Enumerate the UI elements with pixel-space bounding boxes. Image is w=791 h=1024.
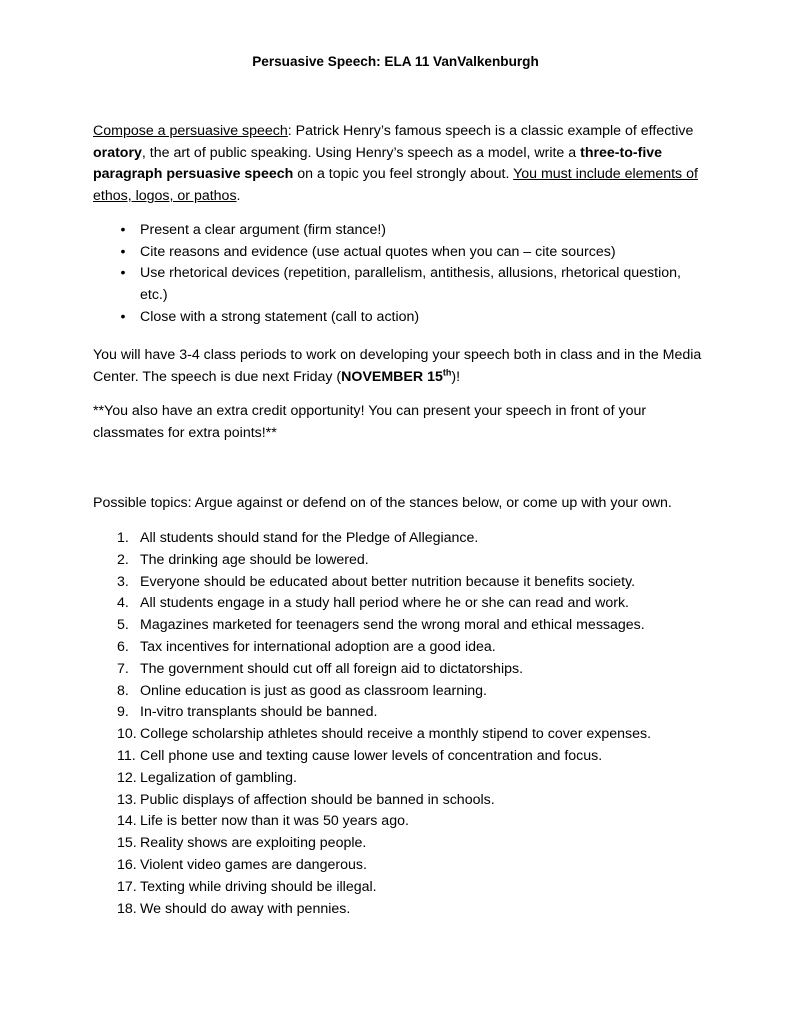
list-item [93, 855, 703, 877]
intro-bold-oratory: oratory [93, 144, 142, 161]
list-item-text: Tax incentives for international adoption are a good idea. [140, 638, 496, 655]
schedule-close: )! [451, 368, 461, 385]
item-number: 2. [117, 551, 129, 568]
topics-intro: Possible topics: Argue against or defend on of the stances below, or come up with your own. [93, 495, 672, 511]
intro-requirement: You must include elements of ethos, logos, or pathos [93, 166, 698, 205]
intro-bold-length: three-to-five paragraph persuasive speech [93, 144, 663, 183]
intro-lead: Compose a persuasive speech [93, 123, 288, 139]
list-item-text: Present a clear argument (firm stance!) [140, 222, 387, 238]
bullet-icon: • [120, 222, 126, 238]
list-item [93, 877, 703, 899]
item-number: 13. [117, 791, 137, 808]
list-item-text: The government should cut off all foreign aid to dictatorships. [140, 660, 524, 677]
list-item [93, 220, 703, 242]
list-item-text: Texting while driving should be illegal. [140, 878, 377, 895]
list-item [93, 637, 703, 659]
schedule-text: You will have 3-4 class periods to work on developing your speech both in class and in the Media Center. The speech is due next Friday ( [93, 347, 702, 385]
list-item [93, 790, 703, 812]
list-item-text: Public displays of affection should be banned in schools. [140, 791, 495, 808]
list-item-text: The drinking age should be lowered. [140, 551, 369, 568]
list-item-text: Everyone should be educated about better nutrition because it benefits society. [140, 573, 636, 590]
list-item [93, 307, 703, 329]
item-number: 17. [117, 878, 137, 895]
list-item-text: All students engage in a study hall period where he or she can read and work. [140, 595, 629, 612]
item-number: 14. [117, 813, 137, 830]
list-item [93, 899, 703, 921]
list-item-text: All students should stand for the Pledge of Allegiance. [140, 530, 479, 546]
due-date-suffix: th [442, 366, 452, 377]
list-item-text: Violent video games are dangerous. [140, 856, 367, 873]
list-item-text: Cell phone use and texting cause lower levels of concentration and focus. [140, 747, 603, 764]
list-item [93, 659, 703, 681]
schedule-paragraph [93, 345, 703, 388]
list-item [93, 702, 703, 724]
requirements-list [93, 220, 703, 329]
item-number: 8. [117, 682, 129, 699]
intro-text-1: : Patrick Henry’s famous speech is a classic example of effective [287, 123, 694, 139]
list-item [93, 811, 703, 833]
list-item-text: Reality shows are exploiting people. [140, 835, 367, 852]
item-number: 4. [117, 595, 129, 612]
list-item-text: College scholarship athletes should receive a monthly stipend to cover expenses. [140, 726, 652, 743]
list-item [93, 593, 703, 615]
item-number: 6. [117, 638, 129, 655]
list-item [93, 833, 703, 855]
list-item [93, 572, 703, 594]
list-item-text: Close with a strong statement (call to action) [140, 308, 420, 325]
item-number: 1. [117, 530, 129, 546]
bullet-icon: • [120, 265, 126, 282]
list-item [93, 615, 703, 637]
list-item [93, 263, 703, 306]
item-number: 16. [117, 856, 137, 873]
item-number: 15. [117, 835, 137, 852]
list-item [93, 681, 703, 703]
list-item [93, 746, 703, 768]
list-item-text: In-vitro transplants should be banned. [140, 704, 378, 721]
list-item-text: Legalization of gambling. [140, 769, 297, 786]
topics-list [93, 528, 703, 920]
list-item [93, 768, 703, 790]
item-number: 11. [117, 747, 136, 764]
item-number: 12. [117, 769, 137, 786]
list-item-text: We should do away with pennies. [140, 900, 351, 917]
due-date: NOVEMBER 15 [341, 368, 443, 385]
list-item [93, 550, 703, 572]
item-number: 7. [117, 660, 129, 677]
item-number: 9. [117, 704, 129, 721]
list-item-text: Magazines marketed for teenagers send the wrong moral and ethical messages. [140, 617, 645, 634]
item-number: 3. [117, 573, 129, 590]
bullet-icon: • [120, 308, 126, 325]
list-item [93, 528, 703, 550]
page-title: Persuasive Speech: ELA 11 VanValkenburgh [252, 54, 539, 69]
intro-text-3: on a topic you feel strongly about. [293, 166, 514, 183]
intro-paragraph [93, 121, 703, 208]
list-item [93, 242, 703, 264]
list-item-text: Use rhetorical devices (repetition, parallelism, antithesis, allusions, rhetorical question, etc.) [140, 265, 681, 304]
list-item-text: Cite reasons and evidence (use actual quotes when you can – cite sources) [140, 243, 616, 260]
intro-text-2: , the art of public speaking. Using Henry’s speech as a model, write a [141, 144, 581, 161]
bullet-icon: • [120, 243, 126, 260]
intro-end-punct: . [236, 188, 241, 205]
item-number: 18. [117, 900, 137, 917]
list-item [93, 724, 703, 746]
item-number: 10. [117, 726, 137, 743]
list-item-text: Life is better now than it was 50 years ago. [140, 813, 409, 830]
item-number: 5. [117, 617, 129, 634]
list-item-text: Online education is just as good as classroom learning. [140, 682, 487, 699]
extra-credit-paragraph: **You also have an extra credit opportunity! You can present your speech in front of your classmates for extra points!** [93, 403, 647, 441]
